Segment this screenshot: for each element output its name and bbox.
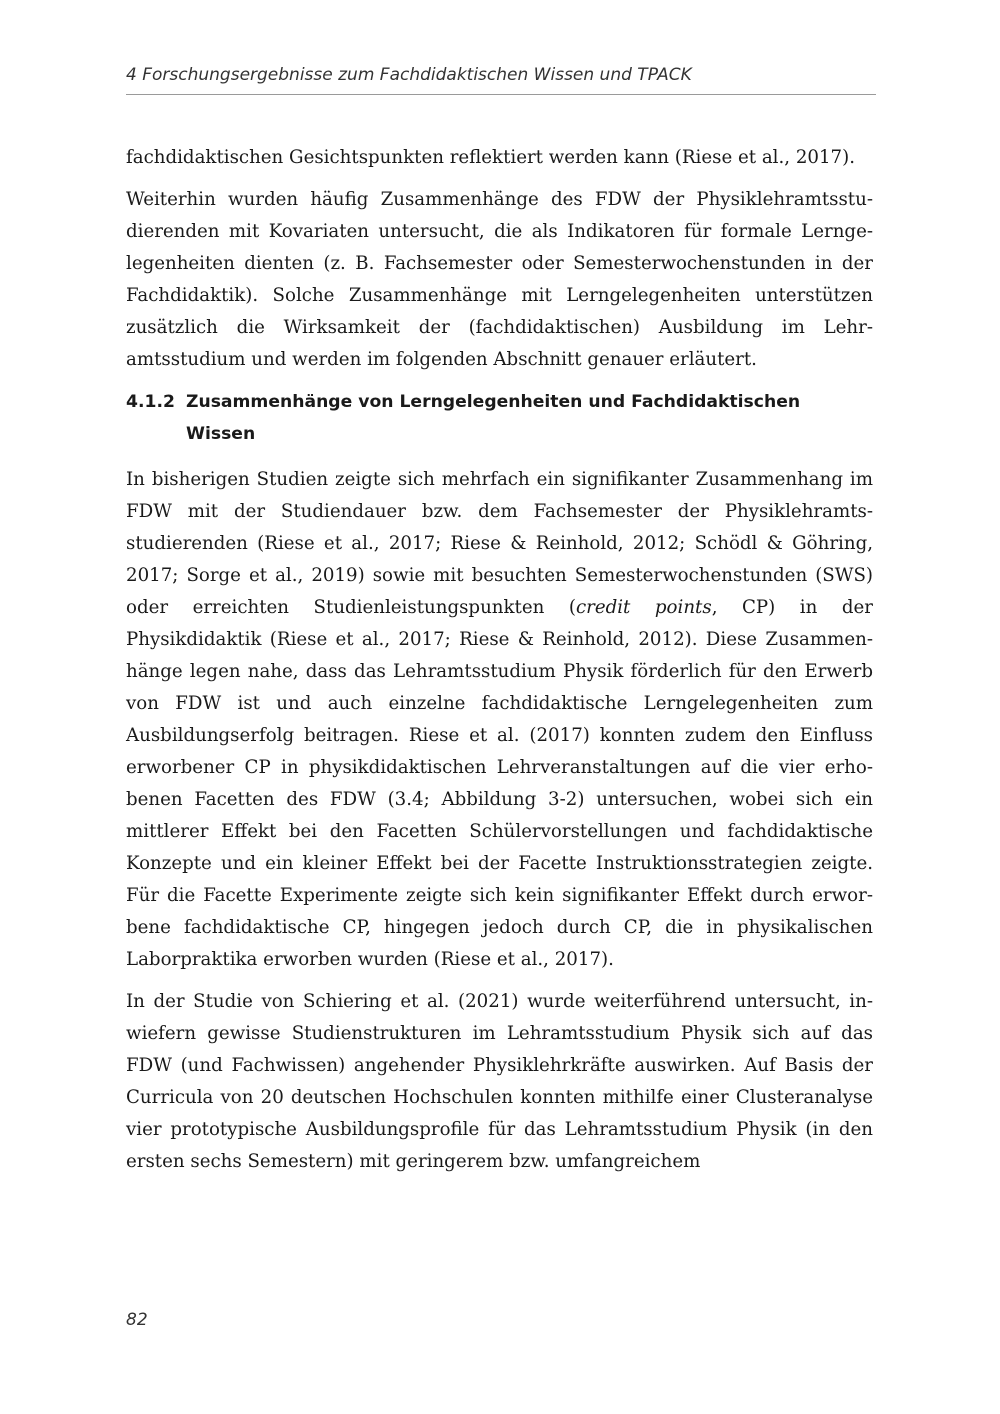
running-head bbox=[126, 58, 876, 95]
paragraph-3-emphasis: credit points bbox=[575, 597, 712, 618]
paragraph-3-part-a: In bisherigen Studien zeigte sich mehrfach ein signifikanter Zusammenhang im FDW mit der Studiendauer bzw. dem Fachsemester der Physiklehramtsstudierenden (Riese et al., 2017; Riese & Reinhold, 2012; Schödl & Göhring, 2017; Sorge et al., 2019) sowie mit besuchten Semesterwochenstunden (SWS) oder erreichten Studienleistungspunkten ( bbox=[126, 469, 873, 618]
section-number: 4.1.2 bbox=[126, 392, 175, 412]
paragraph-4: In der Studie von Schiering et al. (2021) wurde weiterführend untersucht, inwiefern gewisse Studienstrukturen im Lehramtsstudium Physik sich auf das FDW (und Fachwissen) angehender Physiklehrkräfte auswirken. Auf Basis der Curricula von 20 deutschen Hochschulen konnten mithilfe einer Clusteranalyse vier prototypische Ausbildungsprofile für das Lehramtsstudium Physik (in den ersten sechs Semestern) mit geringerem bzw. umfangreichem bbox=[126, 991, 873, 1172]
paragraph-3-part-b: , CP) in der Physikdidaktik (Riese et al., 2017; Riese & Reinhold, 2012). Diese Zusammenhänge legen nahe, dass das Lehramtsstudium Physik förderlich für den Erwerb von FDW ist und auch einzelne fachdidaktische Lerngelegenheiten zum Ausbildungserfolg beitragen. Riese et al. (2017) konnten zudem den Einfluss erworbener CP in physikdidaktischen Lehrveranstaltungen auf die vier erhobenen Facetten des FDW (3.4; Abbildung 3-2) untersuchen, wobei sich ein mittlerer Effekt bei den Facetten Schülervorstellungen und fachdidaktische Konzepte und ein kleiner Effekt bei der Facette Instruktionsstrategien zeigte. Für die Facette Experimente zeigte sich kein signifikanter Effekt durch erworbene fachdidaktische CP, hingegen jedoch durch CP, die in physikalischen Laborpraktika erworben wurden (Riese et al., 2017). bbox=[126, 597, 873, 970]
body-text bbox=[126, 142, 873, 1188]
running-head-text: 4 Forschungsergebnisse zum Fachdidaktischen Wissen und TPACK bbox=[126, 65, 692, 85]
paragraph-3 bbox=[126, 464, 873, 976]
section-title: Zusammenhänge von Lerngelegenheiten und Fachdidaktischen Wissen bbox=[186, 392, 801, 444]
paragraph-1: fachdidaktischen Gesichtspunkten reflektiert werden kann (Riese et al., 2017). bbox=[126, 147, 856, 168]
section-heading bbox=[126, 386, 873, 450]
page-number: 82 bbox=[126, 1310, 148, 1330]
paragraph-2: Weiterhin wurden häufig Zusammenhänge des FDW der Physiklehramtsstudierenden mit Kovariaten untersucht, die als Indikatoren für formale Lerngelegenheiten dienten (z. B. Fachsemester oder Semesterwochenstunden in der Fachdidaktik). Solche Zusammenhänge mit Lerngelegenheiten unterstützen zusätzlich die Wirksamkeit der (fachdidaktischen) Ausbildung im Lehramtsstudium und werden im folgenden Abschnitt genauer erläutert. bbox=[126, 189, 873, 370]
